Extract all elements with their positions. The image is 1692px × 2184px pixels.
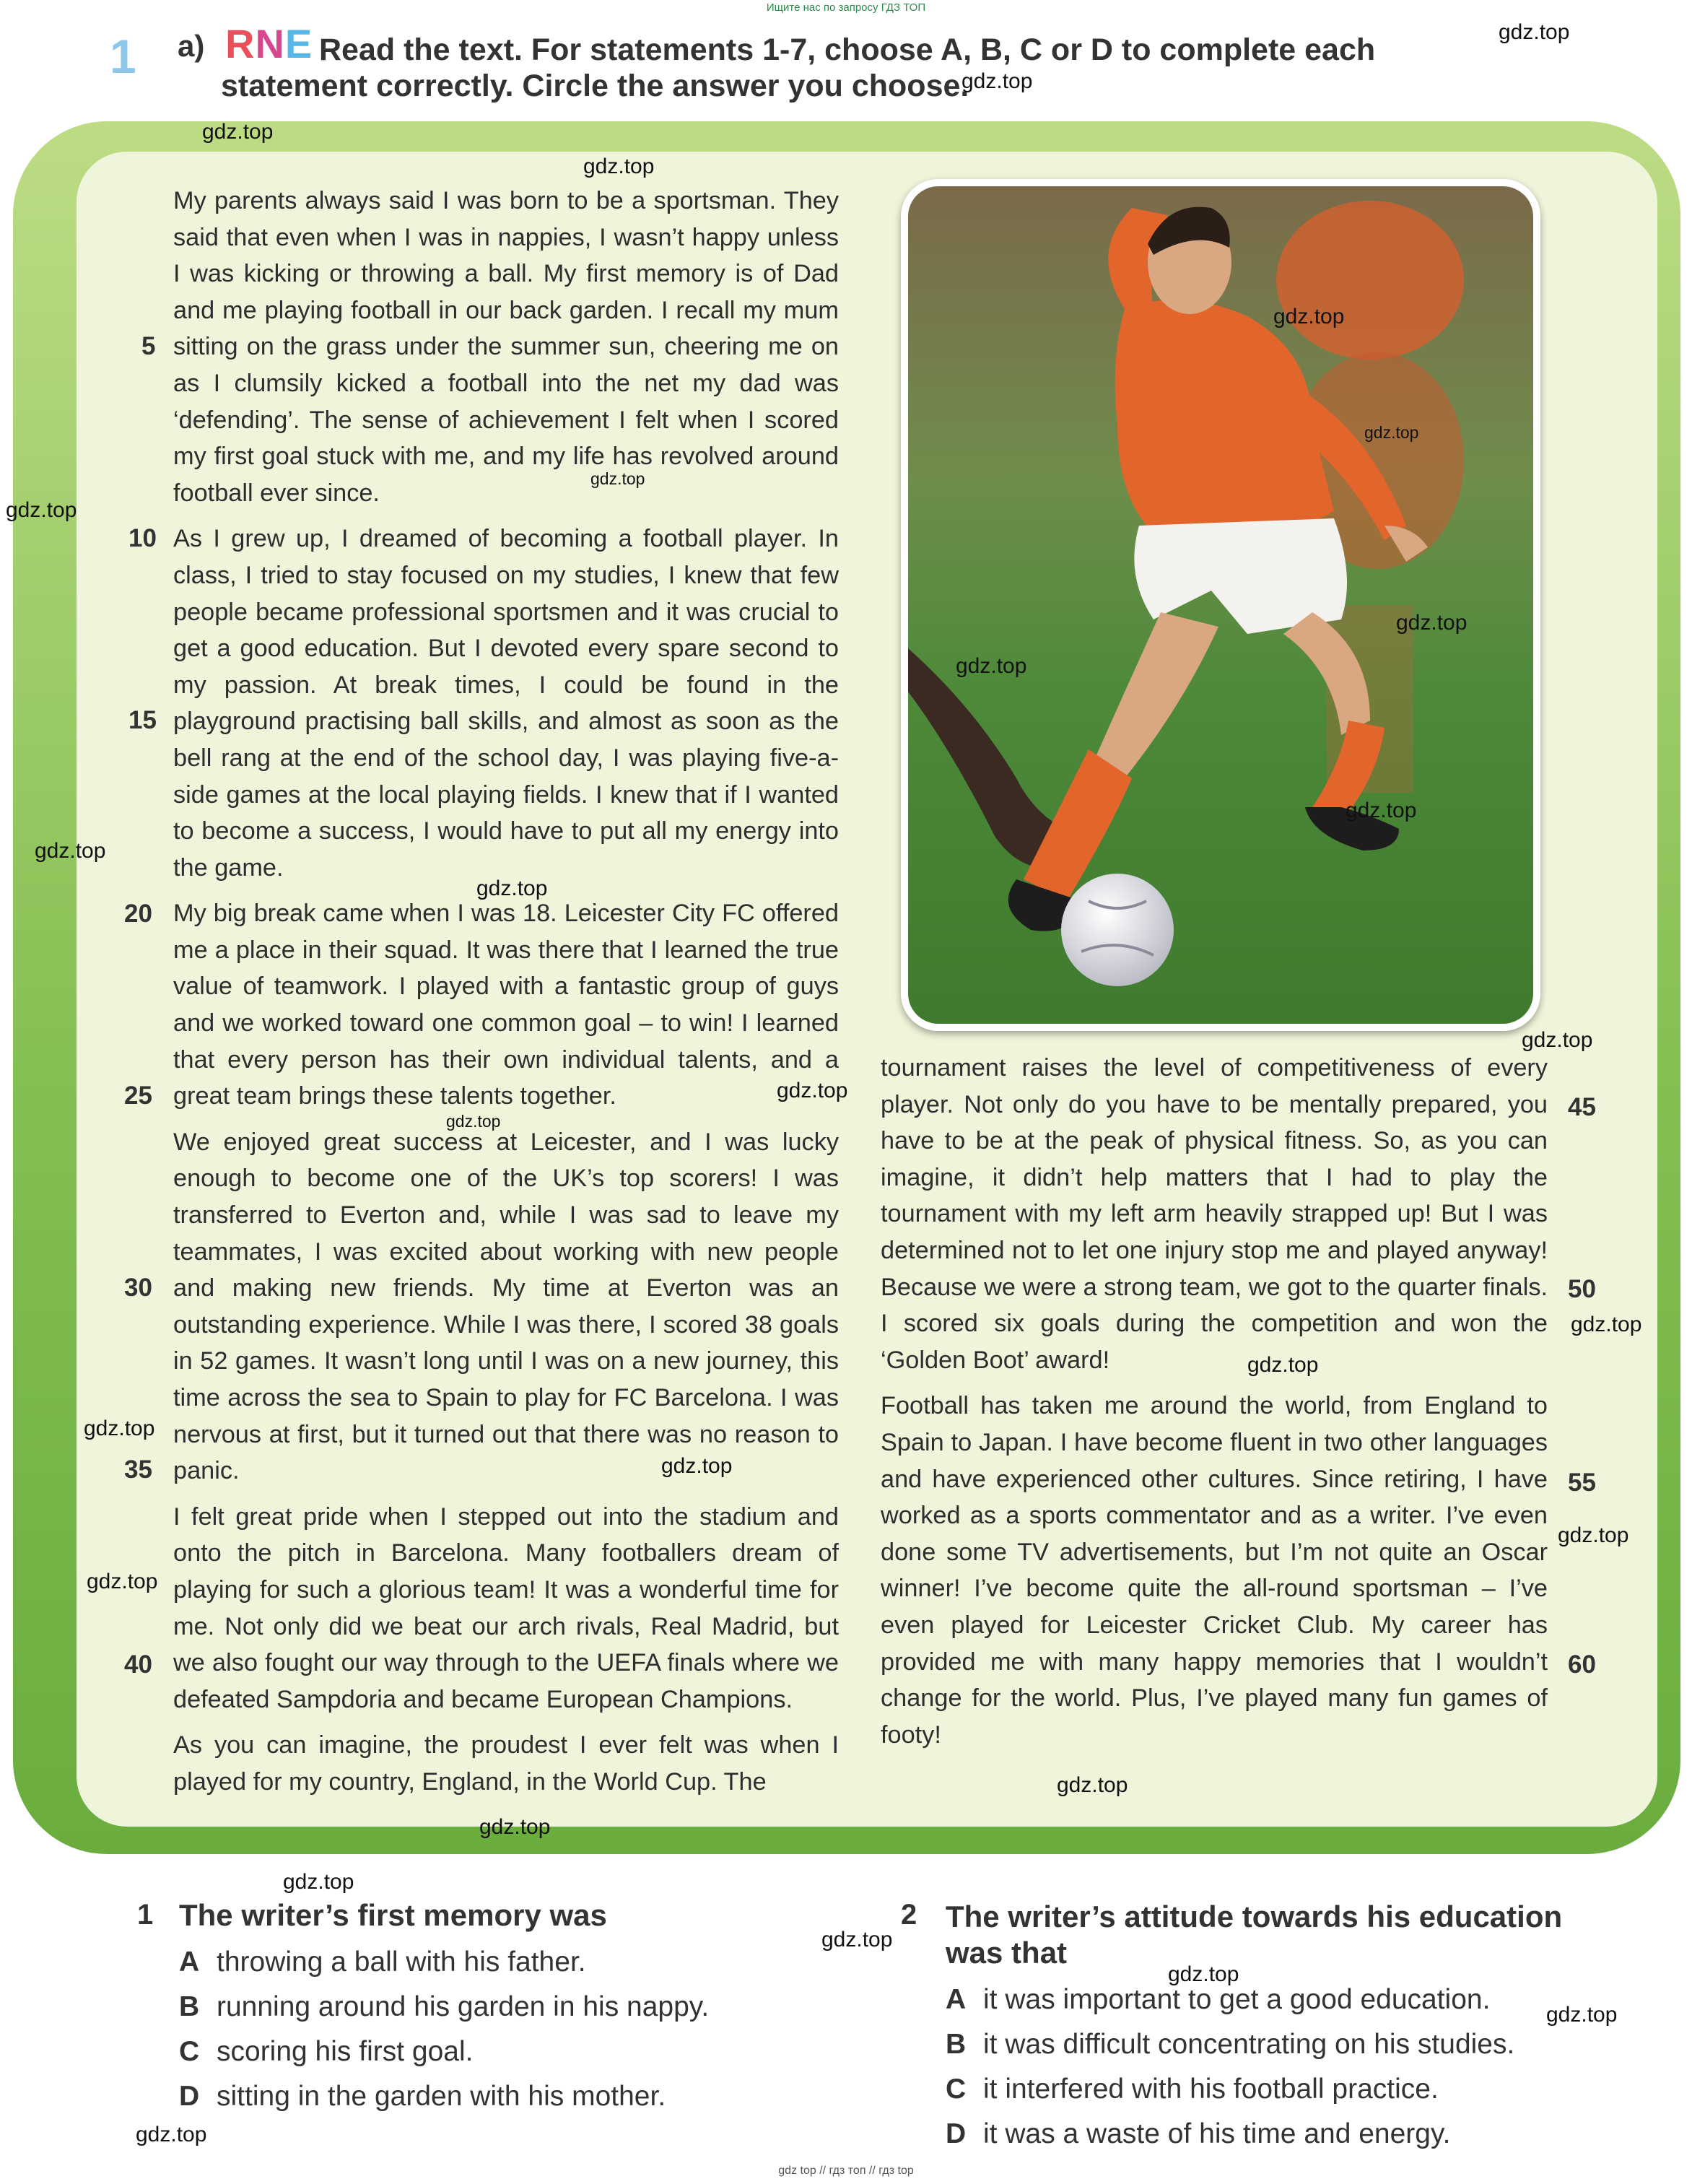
watermark: gdz.top <box>283 1870 354 1894</box>
watermark: gdz.top <box>1273 305 1345 329</box>
exercise-part: a) <box>178 29 205 63</box>
watermark: gdz.top <box>446 1112 501 1131</box>
answer-option[interactable] <box>946 2029 1514 2061</box>
watermark: gdz.top <box>87 1570 158 1593</box>
answer-option[interactable] <box>946 2118 1450 2150</box>
question-stem: The writer’s attitude towards his education <box>946 1900 1563 1933</box>
answer-option[interactable] <box>946 2074 1439 2105</box>
answer-option[interactable] <box>179 1946 586 1978</box>
question-number: 2 <box>901 1899 917 1931</box>
watermark: gdz.top <box>1499 20 1570 44</box>
article-paragraph: As you can imagine, the proudest I ever felt was when I played for my country, England, in the World Cup. The <box>173 1731 839 1796</box>
watermark: gdz.top <box>202 120 274 144</box>
line-number: 15 <box>128 706 157 734</box>
option-text: it was difficult concentrating on his studies. <box>983 2029 1515 2060</box>
watermark: gdz.top <box>6 498 77 522</box>
watermark: gdz.top <box>1571 1313 1642 1336</box>
line-number: 10 <box>128 524 157 552</box>
watermark: gdz.top <box>35 839 106 863</box>
answer-option[interactable] <box>946 1984 1490 2016</box>
line-number: 30 <box>124 1274 152 1302</box>
watermark: gdz.top <box>661 1454 733 1478</box>
article-paragraph: My parents always said I was born to be a sportsman. They said that even when I was in nappies, I wasn’t happy unless I was kicking or throwing a ball. My first memory is of Dad and me playing football in our back garden. I recall my mum sitting on the grass under the summer sun, cheering me on as I clumsily kicked a football into the net my dad was ‘defending’. The sense of achievement I felt when I scored my first goal stuck with me, and my life has revolved around football ever since. <box>173 187 839 507</box>
instruction-line-2: statement correctly. Circle the answer you choose. <box>221 69 969 103</box>
watermark: gdz.top <box>1346 799 1417 822</box>
option-text: it was important to get a good education. <box>983 1984 1491 2015</box>
article-paragraph: As I grew up, I dreamed of becoming a football player. In class, I tried to stay focused on my studies, I knew that few people became professional sportsmen and it was crucial to get a good education. But I devoted every spare second to my passion. At break times, I could be found in the playground practising ball skills, and almost as soon as the bell rang at the end of the school day, I was playing five-a-side games at the local playing fields. I knew that if I wanted to become a success, I would have to put all my energy into the game. <box>173 525 839 882</box>
footballer-photo <box>901 179 1540 1031</box>
watermark: gdz.top <box>476 876 548 900</box>
option-letter: A <box>179 1946 200 1978</box>
line-number: 50 <box>1568 1275 1596 1303</box>
article-paragraph: tournament raises the level of competitiveness of every player. Not only do you have to be mentally prepared, you have to be at the peak of physical fitness. So, as you can imagine, it didn’t help matters that I had to play the tournament with my left arm heavily strapped up! But I was determined not to let one injury stop me and played anyway! Because we were a strong team, we got to the quarter finals. I scored six goals during the competition and won the ‘Golden Boot’ award! <box>881 1054 1548 1374</box>
question-number: 1 <box>137 1899 154 1931</box>
watermark: gdz.top <box>1057 1773 1128 1797</box>
answer-option[interactable] <box>179 1991 709 2023</box>
option-text: sitting in the garden with his mother. <box>217 2081 666 2112</box>
article-right-column <box>881 1050 1548 1762</box>
rne-badge-n: N <box>255 21 285 66</box>
answer-option[interactable] <box>179 2036 473 2068</box>
watermark: gdz.top <box>961 69 1033 93</box>
watermark: gdz.top <box>1396 611 1468 635</box>
rne-badge-e: E <box>284 21 313 66</box>
option-letter: A <box>946 1984 967 2015</box>
watermark: gdz.top <box>84 1417 155 1440</box>
watermark: gdz.top <box>1364 423 1419 442</box>
line-number: 45 <box>1568 1093 1596 1121</box>
rne-badge <box>225 20 313 67</box>
answer-option[interactable] <box>179 2081 666 2113</box>
article-left-column <box>173 183 839 1810</box>
option-letter: D <box>946 2118 967 2149</box>
instruction-line-1: Read the text. For statements 1-7, choose A, B, C or D to complete each <box>319 32 1376 67</box>
watermark: gdz.top <box>1522 1028 1593 1052</box>
line-number: 55 <box>1568 1469 1596 1497</box>
footer-note: gdz top // гдз топ // гдз top <box>778 2165 914 2177</box>
article-paragraph: Football has taken me around the world, from England to Spain to Japan. I have become fluent in two other languages and have experienced other cultures. Since retiring, I have worked as a sports commentator and as a writer. I’ve even done some TV advertisements, but I’m not quite an Oscar winner! I’ve become quite the all-round sportsman – I’ve even played for Leicester Cricket Club. My career has provided me with many happy memories that I wouldn’t change for the world. Plus, I’ve played many fun games of footy! <box>881 1392 1548 1749</box>
watermark: gdz.top <box>590 469 645 488</box>
option-letter: D <box>179 2081 200 2112</box>
rne-badge-r: R <box>225 21 256 66</box>
watermark: gdz.top <box>777 1079 848 1102</box>
option-text: throwing a ball with his father. <box>217 1946 586 1978</box>
option-letter: B <box>179 1991 200 2022</box>
watermark: gdz.top <box>583 155 655 178</box>
option-text: it was a waste of his time and energy. <box>983 2118 1451 2149</box>
line-number: 20 <box>124 900 152 928</box>
option-text: it interfered with his football practice. <box>983 2074 1439 2105</box>
watermark: gdz.top <box>1247 1353 1319 1377</box>
header-note: Ищите нас по запросу ГДЗ ТОП <box>766 1 926 14</box>
line-number: 35 <box>124 1456 152 1484</box>
watermark: gdz.top <box>136 2123 207 2146</box>
watermark: gdz.top <box>821 1928 893 1952</box>
option-text: running around his garden in his nappy. <box>217 1991 710 2022</box>
question-stem: The writer’s first memory was <box>179 1898 607 1932</box>
watermark: gdz.top <box>479 1815 551 1839</box>
option-letter: B <box>946 2029 967 2060</box>
watermark: gdz.top <box>1558 1523 1629 1547</box>
option-letter: C <box>946 2074 967 2105</box>
exercise-number: 1 <box>110 30 136 83</box>
watermark: gdz.top <box>1168 1962 1239 1986</box>
article-paragraph: I felt great pride when I stepped out into the stadium and onto the pitch in Barcelona. Many footballers dream of playing for such a glorious team! It was a wonderful time for me. Not only did we beat our arch rivals, Real Madrid, but we also fought our way through to the UEFA finals where we defeated Sampdoria and became European Champions. <box>173 1502 839 1713</box>
watermark: gdz.top <box>956 654 1027 678</box>
line-number: 5 <box>141 332 156 360</box>
article-paragraph: We enjoyed great success at Leicester, and I was lucky enough to become one of the UK’s top scorers! I was transferred to Everton and, while I was sad to leave my teammates, I was excited about working with new people and making new friends. My time at Everton was an outstanding experience. While I was there, I scored 38 goals in 52 games. It wasn’t long until I was on a new journey, this time across the sea to Spain to play for FC Barcelona. I was nervous at first, but it turned out that there was no reason to panic. <box>173 1128 839 1485</box>
line-number: 40 <box>124 1650 152 1679</box>
question-stem: was that <box>946 1936 1068 1970</box>
line-number: 60 <box>1568 1650 1596 1679</box>
article-paragraph: My big break came when I was 18. Leicester City FC offered me a place in their squad. It was there that I learned the true value of teamwork. I played with a fantastic group of guys and we worked toward one common goal – to win! I learned that every person has their own individual talents, and a great team brings these talents together. <box>173 900 839 1110</box>
watermark: gdz.top <box>1546 2003 1618 2027</box>
option-letter: C <box>179 2036 200 2067</box>
line-number: 25 <box>124 1082 152 1110</box>
option-text: scoring his first goal. <box>217 2036 474 2067</box>
